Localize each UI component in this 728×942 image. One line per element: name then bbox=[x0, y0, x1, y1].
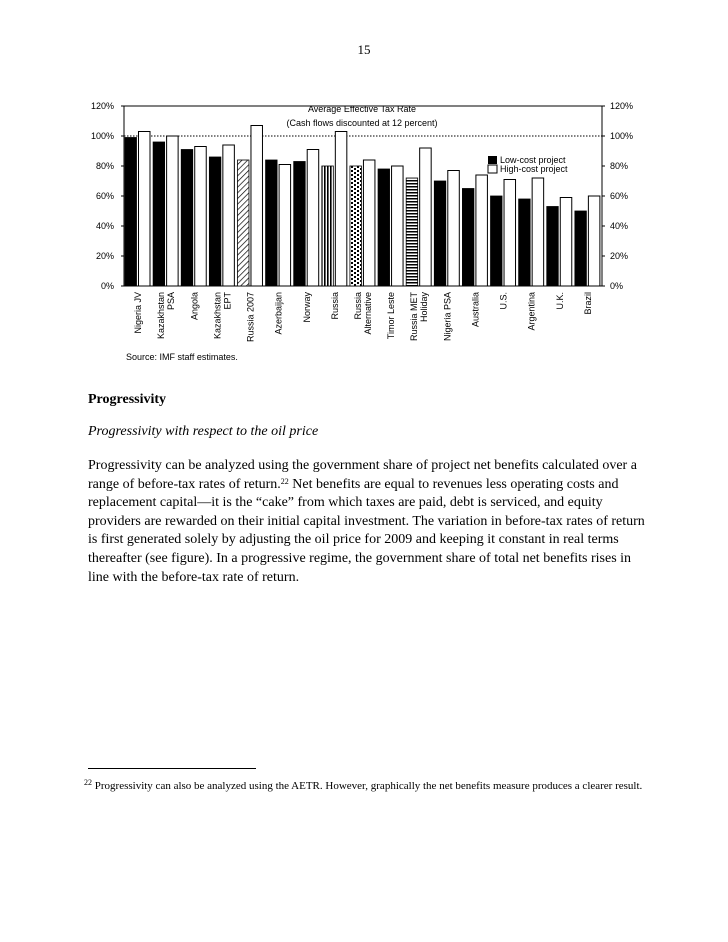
legend-swatch-high-cost bbox=[488, 165, 497, 173]
bar-high-cost bbox=[588, 196, 600, 286]
bar-high-cost bbox=[560, 198, 572, 287]
x-category-label: Nigeria PSA bbox=[442, 292, 453, 342]
chart-subtitle: (Cash flows discounted at 12 percent) bbox=[286, 118, 438, 128]
y-tick-label-right: 60% bbox=[610, 191, 629, 201]
x-category-label: Russia bbox=[329, 292, 340, 320]
x-category-label: Russia MET bbox=[409, 292, 420, 342]
bar-high-cost bbox=[448, 171, 460, 287]
footnote-divider bbox=[88, 768, 256, 769]
bar-high-cost bbox=[504, 180, 516, 287]
bar-low-cost bbox=[294, 162, 306, 287]
footnote-text: Progressivity can also be analyzed using the AETR. However, graphically the net benefits measure produces a clearer result. bbox=[92, 780, 643, 792]
x-category-label: U.S. bbox=[498, 292, 509, 310]
x-category-label: Australia bbox=[470, 292, 481, 328]
x-category-label: Argentina bbox=[526, 292, 537, 331]
bar-low-cost bbox=[153, 142, 165, 286]
bar-high-cost bbox=[195, 147, 207, 287]
subsection-heading: Progressivity with respect to the oil price bbox=[88, 424, 319, 439]
x-category-label: Alternative bbox=[363, 292, 373, 335]
x-category-label: Nigeria JV bbox=[133, 292, 144, 334]
bars bbox=[125, 126, 600, 287]
y-tick-label-left: 80% bbox=[95, 161, 114, 171]
x-category-label: Timor Leste bbox=[386, 292, 397, 340]
bar-low-cost bbox=[491, 196, 503, 286]
legend-swatch-low-cost bbox=[488, 156, 497, 164]
x-category-label: PSA bbox=[166, 292, 177, 311]
chart-title: Average Effective Tax Rate bbox=[307, 104, 417, 114]
x-category-label: Angola bbox=[189, 292, 200, 321]
body-paragraph bbox=[88, 457, 648, 587]
bar-high-cost bbox=[476, 175, 488, 286]
paragraph-text-a: Progressivity can be analyzed using the government share of project net benefits calculated over a range of before-tax rates of return. bbox=[88, 458, 637, 492]
bar-high-cost bbox=[139, 132, 151, 287]
y-tick-label-left: 120% bbox=[90, 101, 114, 111]
footnote-ref: 22 bbox=[280, 476, 289, 486]
bar-high-cost bbox=[420, 148, 432, 286]
x-category-label: EPT bbox=[222, 292, 233, 310]
bar-low-cost bbox=[519, 199, 531, 286]
x-category-label: Holiday bbox=[419, 292, 430, 323]
bar-high-cost bbox=[223, 145, 235, 286]
bar-high-cost bbox=[307, 150, 319, 287]
bar-high-cost bbox=[167, 136, 179, 286]
x-category-label: U.K. bbox=[554, 292, 565, 310]
bar-low-cost bbox=[209, 157, 221, 286]
y-tick-label-right: 20% bbox=[610, 251, 629, 261]
bar-low-cost bbox=[378, 169, 390, 286]
legend-label-high-cost: High-cost project bbox=[500, 164, 568, 174]
y-tick-label-right: 120% bbox=[610, 101, 634, 111]
x-category-label: Russia bbox=[353, 292, 363, 320]
bar-high-cost bbox=[532, 178, 544, 286]
section-heading: Progressivity bbox=[88, 392, 167, 407]
effective-tax-rate-chart bbox=[0, 0, 728, 380]
y-tick-label-left: 100% bbox=[90, 131, 114, 141]
bar-low-cost bbox=[434, 181, 446, 286]
y-tick-label-right: 100% bbox=[610, 131, 634, 141]
y-tick-label-left: 0% bbox=[100, 281, 114, 291]
y-axis-right bbox=[602, 101, 633, 291]
x-category-label: Russia 2007 bbox=[245, 292, 256, 343]
y-tick-label-right: 40% bbox=[610, 221, 629, 231]
y-tick-label-left: 60% bbox=[95, 191, 114, 201]
x-category-label: Brazil bbox=[582, 292, 593, 315]
page-number: 15 bbox=[357, 42, 371, 57]
x-category-label: Kazakhstan bbox=[212, 292, 223, 340]
bar-low-cost bbox=[547, 207, 559, 287]
bar-low-cost bbox=[350, 166, 362, 286]
y-tick-label-right: 0% bbox=[610, 281, 624, 291]
bar-high-cost bbox=[335, 132, 347, 287]
bar-low-cost bbox=[575, 211, 587, 286]
bar-high-cost bbox=[363, 160, 375, 286]
bar-low-cost bbox=[462, 189, 474, 287]
y-axis-left bbox=[91, 101, 124, 291]
y-tick-label-left: 20% bbox=[95, 251, 114, 261]
bar-low-cost bbox=[181, 150, 193, 287]
footnote-number: 22 bbox=[84, 778, 92, 787]
bar-high-cost bbox=[392, 166, 404, 286]
bar-high-cost bbox=[251, 126, 263, 287]
legend-label-low-cost: Low-cost project bbox=[500, 155, 566, 165]
footnote bbox=[84, 778, 654, 795]
y-tick-label-left: 40% bbox=[95, 221, 114, 231]
legend bbox=[488, 155, 568, 174]
chart-source: Source: IMF staff estimates. bbox=[126, 352, 238, 362]
bar-low-cost bbox=[266, 160, 278, 286]
bar-low-cost bbox=[406, 178, 418, 286]
bar-low-cost bbox=[237, 160, 249, 286]
paragraph-text-b: Net benefits are equal to revenues less operating costs and replacement capital—it is the “cake” from which taxes are paid, debt is serviced, and equity providers are rewarded on their initial capital investment. The variation in before-tax rates of return is first generated solely by adjusting the oil price for 2009 and keeping it constant in real terms thereafter (see figure). In a progressive regime, the government share of total net benefits rises in line with the before-tax rate of return. bbox=[88, 476, 645, 585]
y-tick-label-right: 80% bbox=[610, 161, 629, 171]
x-category-label: Azerbaijan bbox=[273, 292, 284, 335]
bar-low-cost bbox=[125, 138, 137, 287]
bar-high-cost bbox=[279, 165, 291, 287]
x-axis-labels bbox=[133, 292, 593, 343]
bar-low-cost bbox=[322, 166, 334, 286]
x-category-label: Kazakhstan bbox=[156, 292, 167, 340]
x-category-label: Norway bbox=[301, 292, 312, 323]
